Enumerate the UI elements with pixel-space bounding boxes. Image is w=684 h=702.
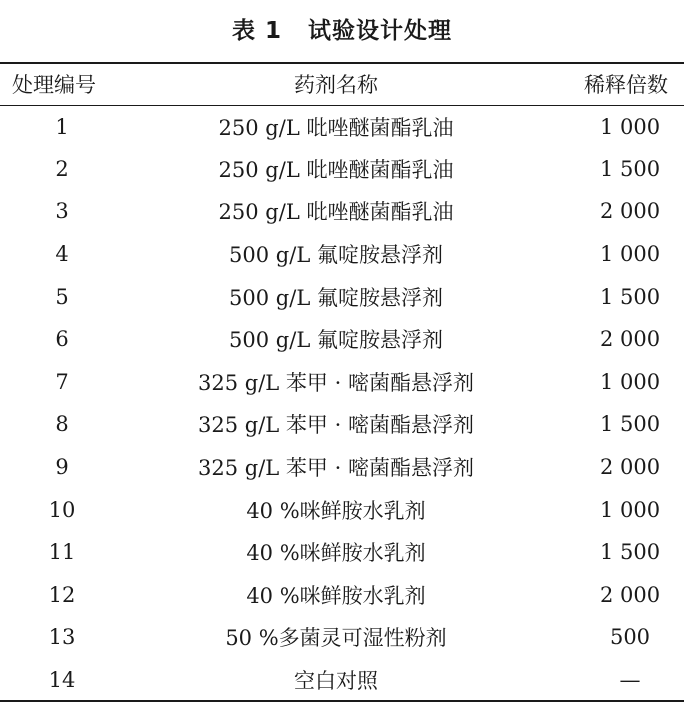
cell-treatment-id: 4	[55, 242, 69, 267]
cell-treatment-id: 1	[55, 114, 69, 139]
cell-treatment-id: 2	[55, 156, 69, 181]
cell-agent-name: 500 g/L 氟啶胺悬浮剂	[229, 285, 443, 310]
cell-agent-name: 325 g/L 苯甲 · 嘧菌酯悬浮剂	[198, 370, 474, 395]
cell-treatment-id: 3	[55, 199, 69, 224]
table-row	[0, 275, 684, 318]
cell-dilution: 1 000	[599, 369, 661, 394]
table-row	[0, 446, 684, 489]
cell-agent-name: 40 %咪鲜胺水乳剂	[246, 541, 426, 566]
cell-treatment-id: 8	[55, 412, 69, 437]
table-header-row	[0, 63, 684, 105]
cell-dilution: 1 500	[599, 540, 661, 565]
cell-dilution: 500	[609, 625, 651, 650]
cell-dilution: 1 000	[599, 497, 661, 522]
cell-treatment-id: 10	[48, 497, 76, 522]
cell-treatment-id: 13	[48, 625, 76, 650]
cell-dilution: 2 000	[599, 582, 661, 607]
table-row	[0, 574, 684, 617]
cell-treatment-id: 6	[55, 327, 69, 352]
table-row	[0, 361, 684, 404]
table-row	[0, 148, 684, 191]
cell-dilution: 1 500	[599, 284, 661, 309]
table-row	[0, 233, 684, 276]
cell-agent-name: 空白对照	[126, 659, 546, 702]
header-dilution: 稀释倍数	[546, 63, 684, 105]
cell-dilution: 2 000	[599, 327, 661, 352]
table-row	[0, 616, 684, 659]
cell-agent-name: 40 %咪鲜胺水乳剂	[246, 498, 426, 523]
table-number: 表 1	[231, 18, 282, 44]
cell-agent-name: 50 %多菌灵可湿性粉剂	[225, 626, 447, 651]
cell-treatment-id: 9	[55, 455, 69, 480]
table-caption	[0, 12, 684, 45]
header-treatment-id: 处理编号	[0, 63, 126, 105]
cell-agent-name: 250 g/L 吡唑醚菌酯乳油	[218, 115, 454, 140]
cell-agent-name: 250 g/L 吡唑醚菌酯乳油	[218, 200, 454, 225]
cell-agent-name: 325 g/L 苯甲 · 嘧菌酯悬浮剂	[198, 413, 474, 438]
table-row	[0, 403, 684, 446]
table-row	[0, 318, 684, 361]
table-row	[0, 659, 684, 702]
cell-dilution: 1 500	[599, 156, 661, 181]
cell-dilution: 2 000	[599, 455, 661, 480]
cell-dilution: 2 000	[599, 199, 661, 224]
table-body	[0, 105, 684, 701]
cell-agent-name: 250 g/L 吡唑醚菌酯乳油	[218, 157, 454, 182]
cell-agent-name: 40 %咪鲜胺水乳剂	[246, 583, 426, 608]
table-row	[0, 488, 684, 531]
table-row	[0, 105, 684, 148]
cell-agent-name: 500 g/L 氟啶胺悬浮剂	[229, 243, 443, 268]
cell-treatment-id: 7	[55, 369, 69, 394]
cell-treatment-id: 14	[0, 659, 126, 702]
header-agent-name: 药剂名称	[126, 63, 546, 105]
cell-agent-name: 325 g/L 苯甲 · 嘧菌酯悬浮剂	[198, 456, 474, 481]
treatment-table	[0, 62, 684, 702]
cell-dilution: 1 500	[599, 412, 661, 437]
table-title: 试验设计处理	[308, 18, 452, 44]
cell-treatment-id: 11	[48, 540, 76, 565]
cell-dilution: —	[546, 659, 684, 702]
cell-treatment-id: 12	[48, 582, 76, 607]
cell-dilution: 1 000	[599, 242, 661, 267]
cell-dilution: 1 000	[599, 114, 661, 139]
table-row	[0, 531, 684, 574]
cell-agent-name: 500 g/L 氟啶胺悬浮剂	[229, 328, 443, 353]
table-row	[0, 190, 684, 233]
cell-treatment-id: 5	[55, 284, 69, 309]
